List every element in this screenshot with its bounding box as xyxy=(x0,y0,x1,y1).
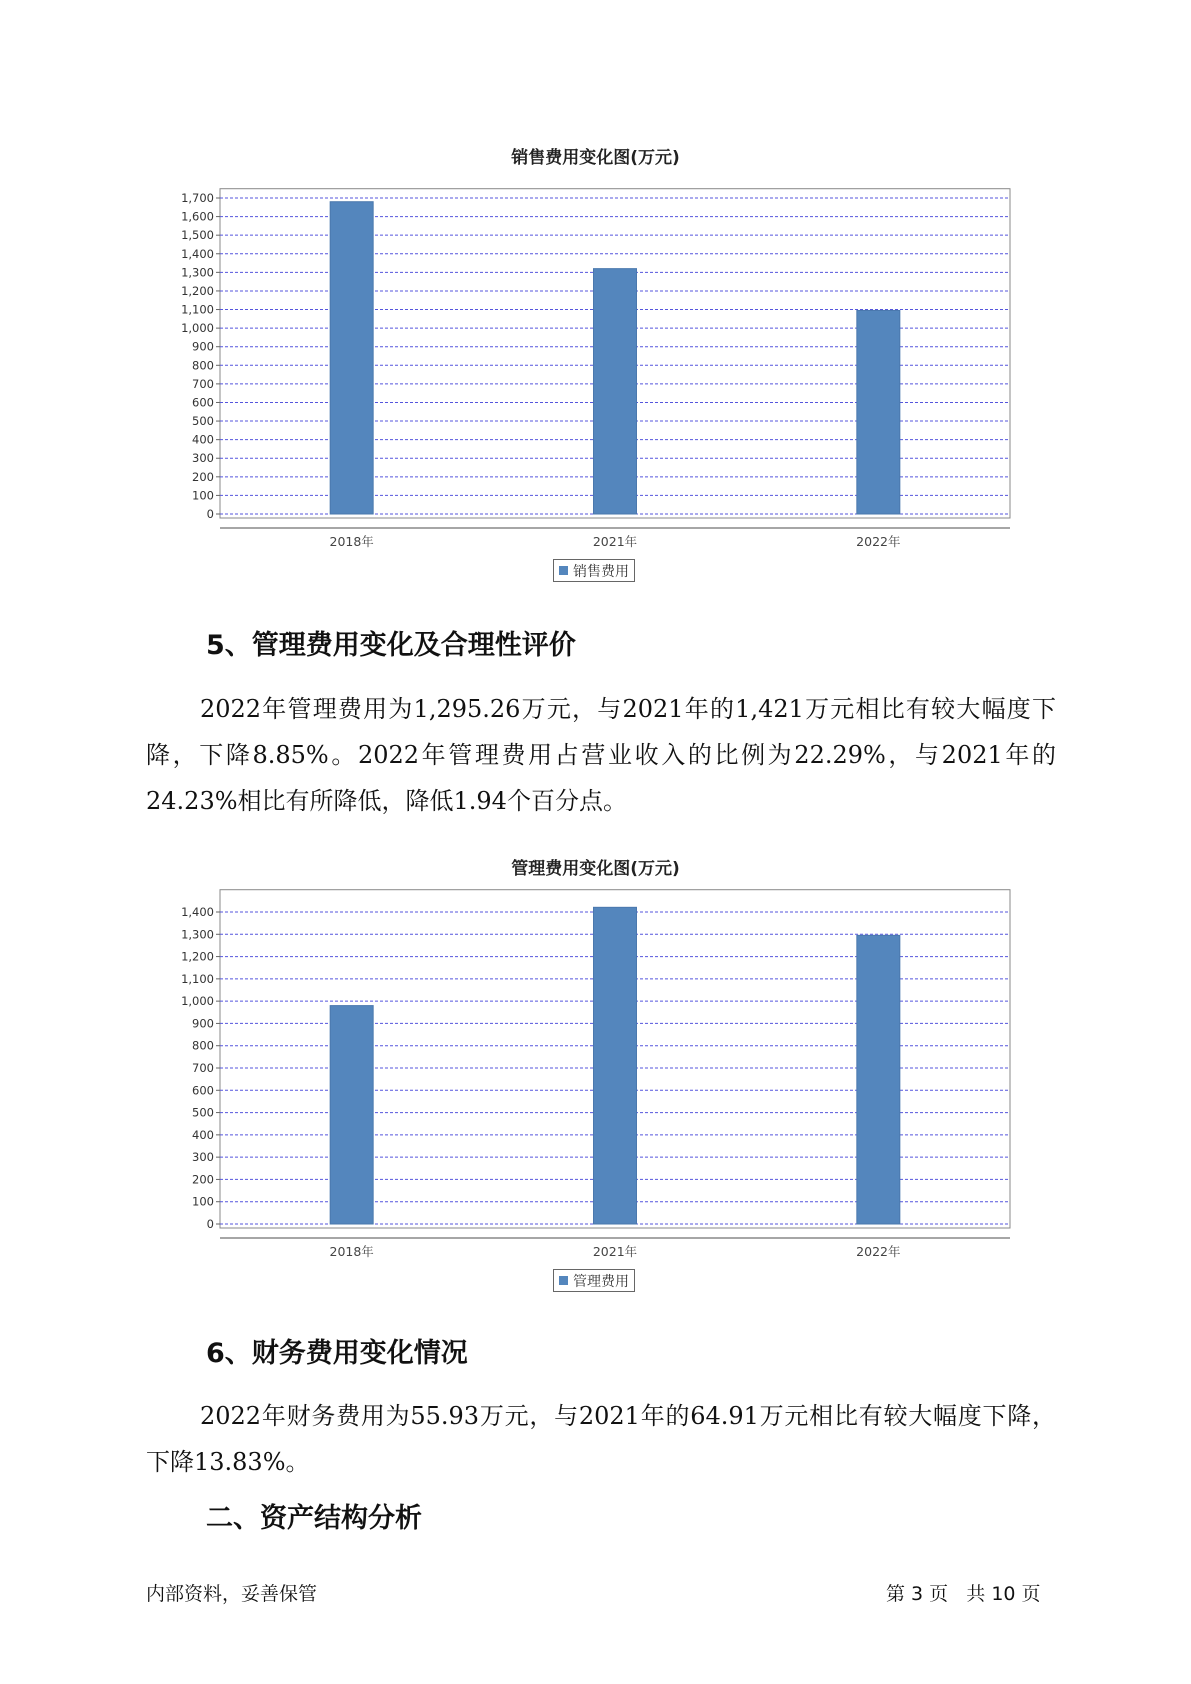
y-tick-label: 0 xyxy=(206,1217,214,1231)
y-tick-label: 1,000 xyxy=(181,994,214,1009)
footer-page-number: 第 3 页 共 10 页 xyxy=(886,1583,1041,1605)
bar xyxy=(594,269,637,514)
legend-swatch-icon xyxy=(559,566,568,575)
chart-title-admin: 管理费用变化图(万元) xyxy=(511,859,680,879)
y-tick-label: 1,600 xyxy=(181,209,214,224)
y-tick-label: 200 xyxy=(192,469,214,484)
chart-sales-expense xyxy=(0,170,1191,549)
legend-swatch-icon xyxy=(559,1276,568,1285)
y-tick-label: 100 xyxy=(192,488,214,503)
section-6-heading: 6、财务费用变化情况 xyxy=(206,1338,468,1369)
y-tick-label: 1,200 xyxy=(181,949,214,964)
y-tick-label: 300 xyxy=(192,1150,214,1165)
y-tick-label: 1,400 xyxy=(181,246,214,261)
y-tick-label: 1,200 xyxy=(181,283,214,298)
x-tick-label: 2022年 xyxy=(856,534,901,549)
y-tick-label: 1,300 xyxy=(181,927,214,942)
x-tick-label: 2021年 xyxy=(592,1244,638,1259)
chart-admin-expense xyxy=(0,880,1191,1259)
section-two-heading: 二、资产结构分析 xyxy=(206,1503,422,1534)
y-tick-label: 700 xyxy=(192,1061,214,1075)
x-tick-label: 2021年 xyxy=(592,534,638,549)
y-tick-label: 500 xyxy=(192,1105,214,1120)
y-tick-label: 1,100 xyxy=(181,302,214,317)
y-tick-label: 1,400 xyxy=(181,905,214,919)
legend-label: 销售费用 xyxy=(573,563,629,580)
y-tick-label: 700 xyxy=(192,376,214,391)
bar xyxy=(857,935,900,1224)
x-tick-label: 2018年 xyxy=(329,1244,374,1259)
bar xyxy=(594,907,637,1224)
y-tick-label: 800 xyxy=(192,358,214,373)
y-tick-label: 500 xyxy=(192,414,214,429)
legend-admin xyxy=(553,1269,635,1292)
chart-title-sales: 销售费用变化图(万元) xyxy=(511,148,680,168)
y-tick-label: 1,700 xyxy=(181,191,214,205)
y-tick-label: 900 xyxy=(192,1016,214,1031)
y-tick-label: 100 xyxy=(192,1194,214,1209)
y-tick-label: 600 xyxy=(192,1083,214,1098)
y-tick-label: 0 xyxy=(206,507,214,521)
y-tick-label: 400 xyxy=(192,1127,214,1142)
section-6-paragraph: 2022年财务费用为55.93万元，与2021年的64.91万元相比有较大幅度下降，下降13.83%。 xyxy=(146,1402,1056,1476)
y-tick-label: 1,500 xyxy=(181,228,214,243)
y-tick-label: 1,300 xyxy=(181,265,214,280)
y-tick-label: 200 xyxy=(192,1172,214,1187)
y-tick-label: 300 xyxy=(192,451,214,466)
bar xyxy=(330,202,373,514)
section-5-paragraph: 2022年管理费用为1,295.26万元，与2021年的1,421万元相比有较大幅度下降，下降8.85%。2022年管理费用占营业收入的比例为22.29%，与2021年的24.23%相比有所降低，降低1.94个百分点。 xyxy=(146,695,1056,815)
y-tick-label: 900 xyxy=(192,339,214,354)
y-tick-label: 1,100 xyxy=(181,971,214,986)
bar xyxy=(330,1006,373,1224)
y-tick-label: 800 xyxy=(192,1038,214,1053)
x-tick-label: 2022年 xyxy=(856,1244,901,1259)
x-tick-label: 2018年 xyxy=(329,534,374,549)
y-tick-label: 600 xyxy=(192,395,214,410)
footer-confidential: 内部资料，妥善保管 xyxy=(146,1583,318,1605)
legend-sales xyxy=(553,559,635,582)
y-tick-label: 1,000 xyxy=(181,321,214,336)
bar xyxy=(857,310,900,514)
section-5-heading: 5、管理费用变化及合理性评价 xyxy=(206,630,576,661)
legend-label: 管理费用 xyxy=(573,1273,629,1290)
y-tick-label: 400 xyxy=(192,432,214,447)
